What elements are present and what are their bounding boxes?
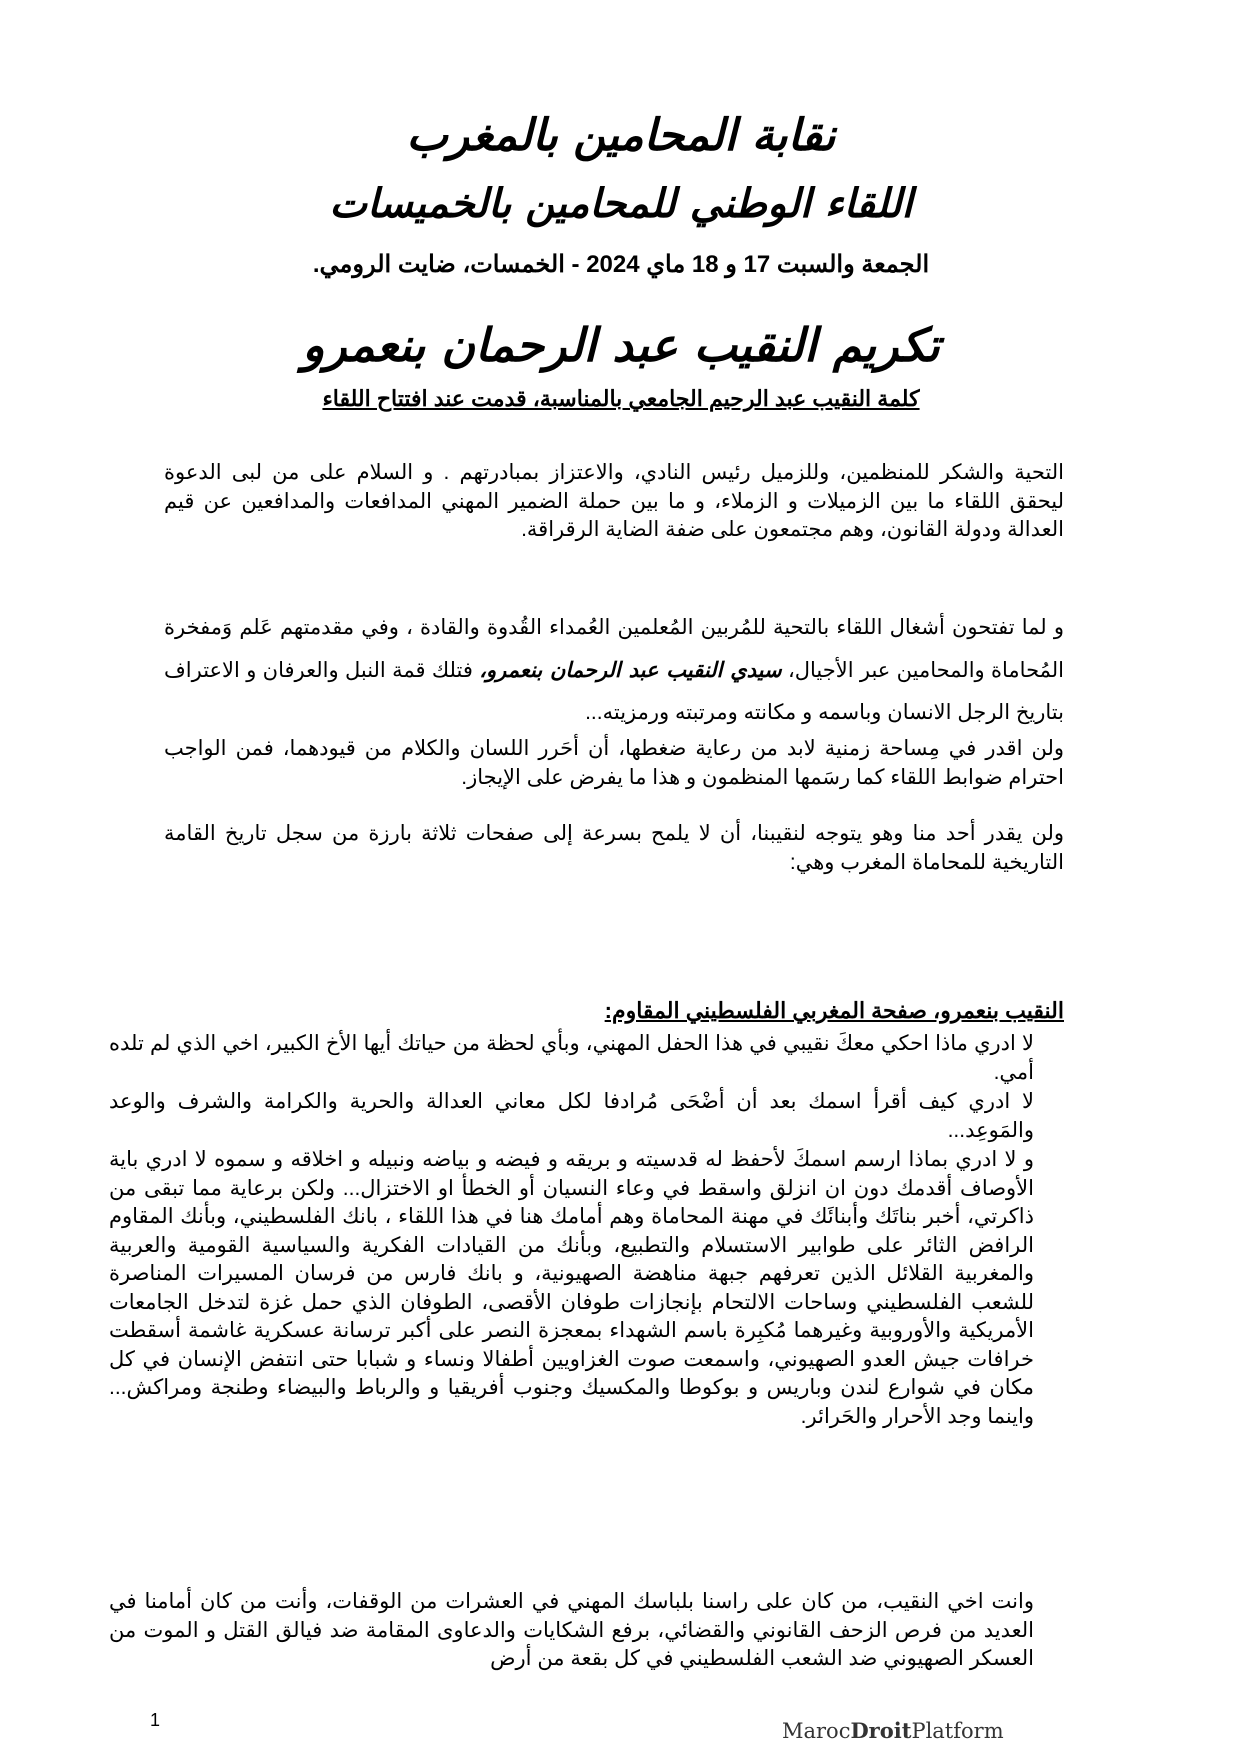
section-paragraph-4: وانت اخي النقيب، من كان على راسنا بلباسك المهني في العشرات من الوقفات، وأنت من كان أمامنا في العديد من فرص الزحف القانوني والقضائي، برفع الشكايات والدعاوى المقامة ضد فيالق القتل و الموت من العسكر الصهيوني ضد الشعب الفلسطيني في كل بقعة من أرض [109, 1590, 1034, 1670]
document-title-syndicate: نقابة المحامين بالمغرب [406, 110, 836, 161]
watermark-part-3: Platform [911, 1719, 1004, 1743]
section-paragraph-2: لا ادري كيف أقرأ اسمك بعد أن أضْحَى مُرادفا لكل معاني العدالة والحرية والكرامة والشرف والوعد والمَوعِد... [109, 1090, 1034, 1142]
intro-paragraph-2-after: فتلك قمة النبل والعرفان و الاعتراف بتاريخ الرجل الانسان وباسمه و مكانته ومرتبته ورمزيته... [164, 659, 1064, 724]
intro-paragraph-3: ولن اقدر في مِساحة زمنية لابد من رعاية ضغطها، أن أحَرر اللسان والكلام من قيودهما، فمن الواجب احترام ضوابط اللقاء كما رسَمها المنظمون و هذا ما يفرض على الإيجاز. [164, 737, 1064, 789]
honoree-name-emphasis: سيدي النقيب عبد الرحمان بنعمرو، [479, 657, 782, 682]
section-paragraph-1: لا ادري ماذا احكي معكَ نقيبي في هذا الحفل المهني، وبأي لحظة من حياتك أيها الأخ الكبير، اخي الذي لم تلده أمي. [109, 1032, 1034, 1084]
watermark-part-1: Maroc [782, 1719, 851, 1743]
watermark-part-2: Droit [850, 1718, 912, 1743]
intro-paragraph-4: ولن يقدر أحد منا وهو يتوجه لنقيبنا، أن لا يلمح بسرعة إلى صفحات ثلاثة بارزة من سجل تاريخ القامة التاريخية للمحاماة المغرب وهي: [164, 822, 1064, 874]
section-heading: النقيب بنعمرو، صفحة المغربي الفلسطيني المقاوم: [604, 998, 1064, 1023]
speech-caption: كلمة النقيب عبد الرحيم الجامعي بالمناسبة، قدمت عند افتتاح اللقاء [322, 386, 920, 411]
document-title-meeting: اللقاء الوطني للمحامين بالخميسات [329, 180, 913, 227]
document-date-line: الجمعة والسبت 17 و 18 ماي 2024 - الخمسات، ضايت الرومي. [312, 251, 930, 278]
section-paragraph-3: و لا ادري بماذا ارسم اسمكَ لأحفظ له قدسيته و بريقه و فيضه و بياضه ونبيله و اخلاقه و سموه لا ادري باية الأوصاف أقدمك دون ان انزلق واسقط في وعاء النسيان أو الخطأ او الاختزال... ولكن برعاية مما تبقى من ذاكرتي، أخبر بناتَك وأبنائَك في مهنة المحاماة وهم أمامك هنا في هذا اللقاء ، بانك الفلسطيني، وبأنك المقاوم الرافض الثائر على طوابير الاستسلام والتطبيع، وبأنك من القيادات الفكرية والسياسية القومية والعربية والمغربية القلائل الذين تعرفهم جبهة مناهضة الصهيونية، و بانك فارس من فرسان المسيرات المناصرة للشعب الفلسطيني وساحات الالتحام بإنجازات طوفان الأقصى، الطوفان الذي حمل غزة لتدخل الجامعات الأمريكية والأوروبية وغيرهما مُكبِرة باسم الشهداء بمعجزة النصر على أكبر ترسانة عسكرية غاشمة أسقطت خرافات جيش العدو الصهيوني، واسمعت صوت الغزاويين أطفالا ونساء و شبابا حتى انتفض الإنسان في كل مكان في شوارع لندن وباريس و بوكوطا والمكسيك وجنوب أفريقيا و والرباط والبيضاء وطنجة ومراكش... واينما وجد الأحرار والحَرائر. [109, 1148, 1034, 1428]
intro-paragraph-1: التحية والشكر للمنظمين، وللزميل رئيس النادي، والاعتزاز بمبادرتهم . و السلام على من لبى الدعوة ليحقق اللقاء ما بين الزميلات و الزملاء، و ما بين حملة الضمير المهني المدافعات والمدافعين عن قيم العدالة ودولة القانون، وهم مجتمعون على ضفة الضاية الرقراقة. [164, 461, 1064, 541]
page-number: 1 [150, 1710, 161, 1730]
intro-paragraph-2-before: و لما تفتحون أشغال اللقاء بالتحية للمُربين المُعلمين العُمداء القُدوة والقادة ، وفي مقدمتهم عَلم وَمفخرة المُحاماة والمحامين عبر الأجيال، [164, 616, 1064, 682]
marocdroit-watermark [782, 1718, 1004, 1743]
intro-paragraph-2 [164, 607, 1064, 734]
document-title-honoree: تكريم النقيب عبد الرحمان بنعمرو [302, 318, 940, 372]
